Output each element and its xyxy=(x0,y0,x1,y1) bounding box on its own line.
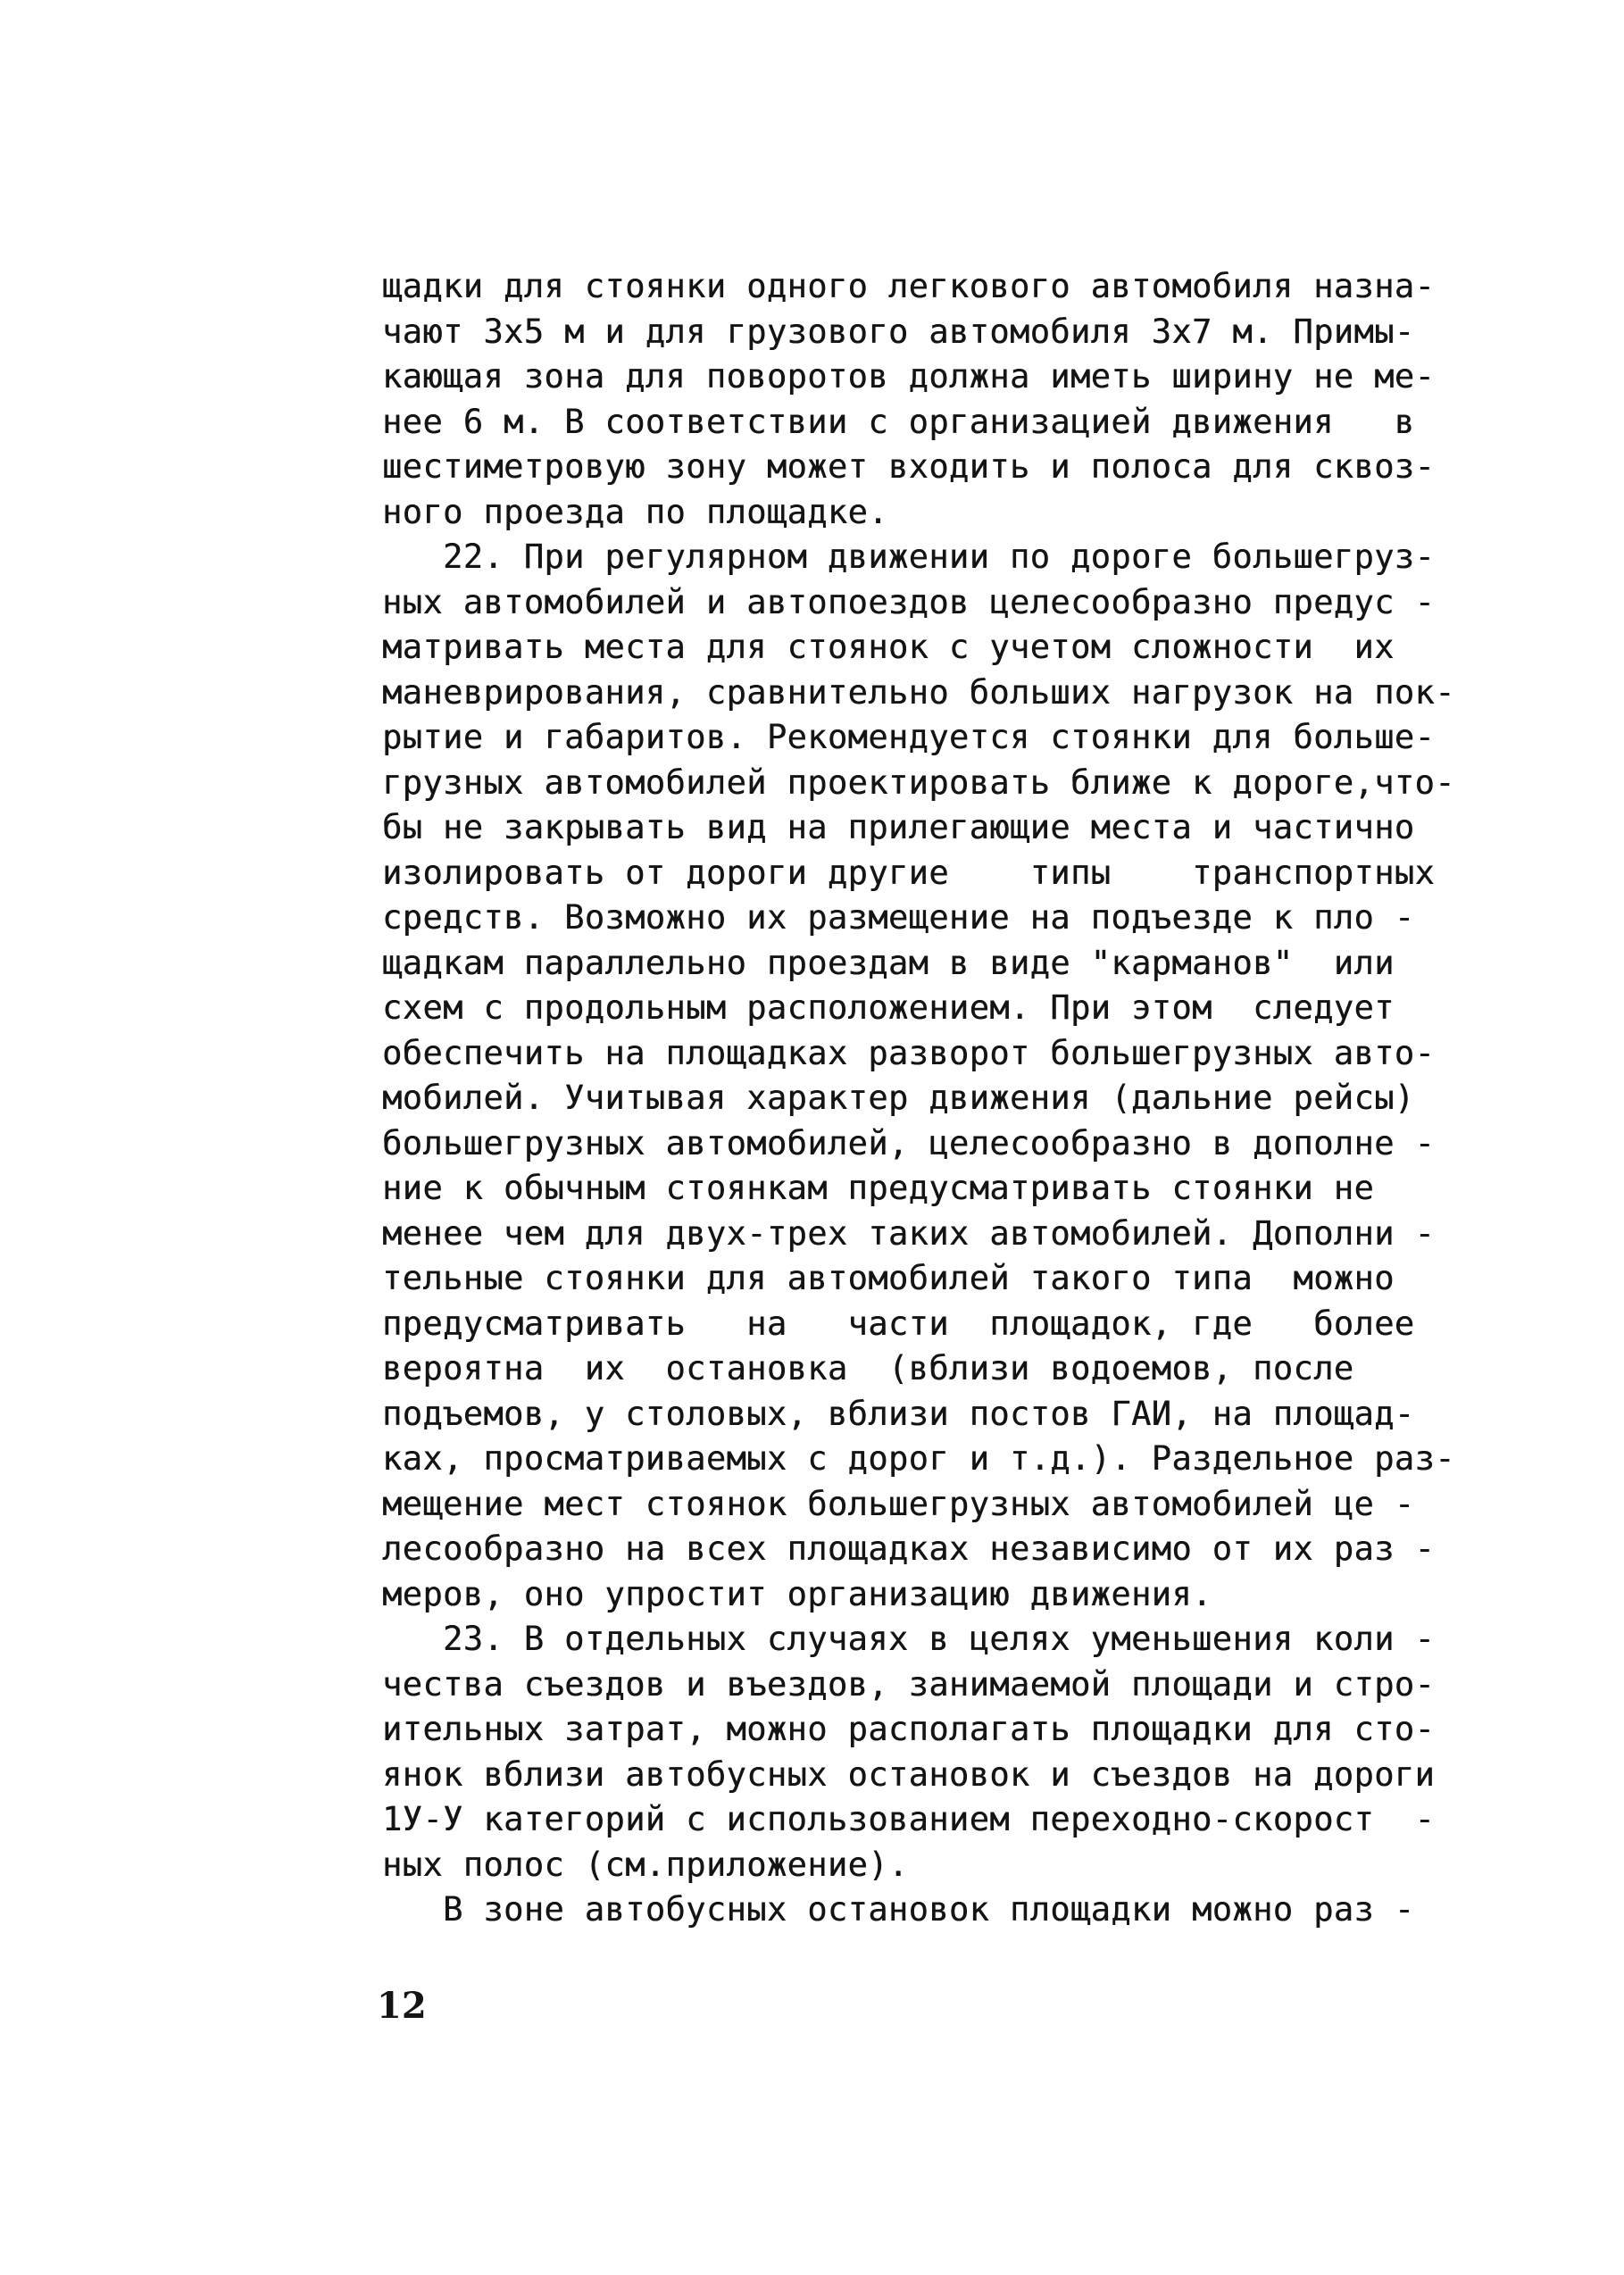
paragraph-bus-stops-start: В зоне автобусных остановок площадки можно раз - xyxy=(382,1890,1415,1929)
text-line: средств. Возможно их размещение на подъезде к пло - xyxy=(382,898,1415,937)
text-line: щадкам параллельно проездам в виде "карманов" или xyxy=(382,943,1395,982)
text-line: маневрирования, сравнительно больших нагрузок на пок- xyxy=(382,672,1455,712)
text-line: янок вблизи автобусных остановок и съездов на дороги xyxy=(382,1754,1436,1794)
text-line: матривать места для стоянок с учетом сложности их xyxy=(382,628,1395,666)
text-line: ительных затрат, можно располагать площадки для сто- xyxy=(382,1710,1436,1748)
text-line: обеспечить на площадках разворот большегрузных авто- xyxy=(382,1033,1436,1072)
text-line: чества съездов и въездов, занимаемой площади и стро- xyxy=(382,1664,1436,1704)
text-line: ных полос (см.приложение). xyxy=(382,1845,909,1884)
text-line: чают 3х5 м и для грузового автомобиля 3х7 м. Примы- xyxy=(382,312,1415,351)
text-line: предусматривать на части площадок, где более xyxy=(382,1304,1415,1343)
text-line: ках, просматриваемых с дорог и т.д.). Раздельное раз- xyxy=(382,1439,1455,1478)
text-line: тельные стоянки для автомобилей такого типа можно xyxy=(382,1259,1395,1297)
paragraph-22-start: 22. При регулярном движении по дороге большегруз- xyxy=(382,538,1436,576)
text-line: вероятна их остановка (вблизи водоемов, после xyxy=(382,1349,1354,1388)
text-line: большегрузных автомобилей, целесообразно в дополне - xyxy=(382,1123,1436,1162)
text-line: ного проезда по площадке. xyxy=(382,492,888,531)
text-line: ных автомобилей и автопоездов целесообразно предус - xyxy=(382,582,1436,621)
text-line: схем с продольным расположением. При этом следует xyxy=(382,988,1395,1027)
text-line: менее чем для двух-трех таких автомобилей. Дополни - xyxy=(382,1213,1436,1253)
text-line: меров, оно упростит организацию движения. xyxy=(382,1574,1212,1613)
text-line: бы не закрывать вид на прилегающие места и частично xyxy=(382,808,1415,846)
text-line: 1У-У категорий с использованием переходно-скорост - xyxy=(382,1800,1436,1838)
text-line: грузных автомобилей проектировать ближе к дороге,что- xyxy=(382,762,1455,802)
text-line: кающая зона для поворотов должна иметь ширину не ме- xyxy=(382,357,1436,396)
body-text xyxy=(382,264,1543,1933)
page-number: 12 xyxy=(377,1985,427,2027)
text-line: шестиметровую зону может входить и полоса для сквоз- xyxy=(382,447,1436,486)
text-line: рытие и габаритов. Рекомендуется стоянки для больше- xyxy=(382,718,1436,756)
text-line: подъемов, у столовых, вблизи постов ГАИ, на площад- xyxy=(382,1394,1415,1433)
text-line: изолировать от дороги другие типы транспортных xyxy=(382,853,1436,892)
text-line: щадки для стоянки одного легкового автомобиля назна- xyxy=(382,267,1436,305)
text-line: мещение мест стоянок большегрузных автомобилей це - xyxy=(382,1484,1415,1523)
paragraph-23-start: 23. В отдельных случаях в целях уменьшения коли - xyxy=(382,1620,1436,1658)
text-line: нее 6 м. В соответствии с организацией движения в xyxy=(382,402,1415,441)
text-line: лесообразно на всех площадках независимо от их раз - xyxy=(382,1529,1436,1568)
text-line: мобилей. Учитывая характер движения (дальние рейсы) xyxy=(382,1079,1415,1117)
text-line: ние к обычным стоянкам предусматривать стоянки не xyxy=(382,1169,1375,1207)
